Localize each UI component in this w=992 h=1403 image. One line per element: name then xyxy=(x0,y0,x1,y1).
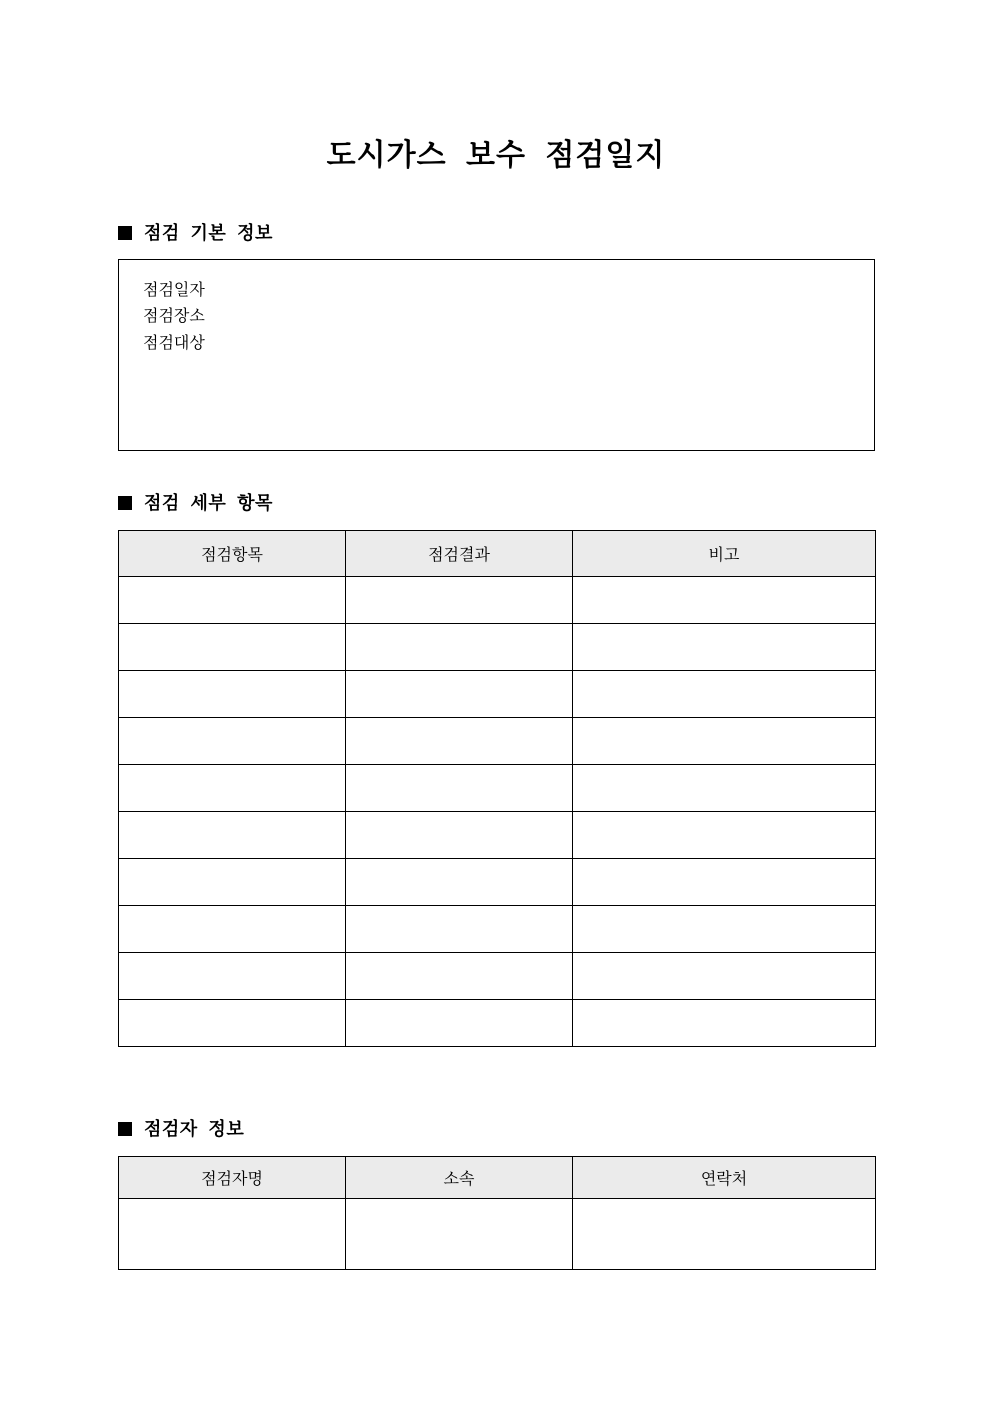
remarks-cell[interactable] xyxy=(573,859,876,906)
basic-info-heading xyxy=(118,222,273,246)
result-cell[interactable] xyxy=(346,906,573,953)
remarks-cell[interactable] xyxy=(573,906,876,953)
column-header-item: 점검항목 xyxy=(119,531,346,577)
result-cell[interactable] xyxy=(346,859,573,906)
contact-cell[interactable] xyxy=(573,1199,876,1270)
inspector-heading-text: 점검자 정보 xyxy=(144,1119,245,1140)
item-cell[interactable] xyxy=(119,953,346,1000)
inspector-info-table xyxy=(118,1156,876,1270)
table-row xyxy=(119,671,876,718)
item-cell[interactable] xyxy=(119,624,346,671)
detail-items-table xyxy=(118,530,876,1047)
item-cell[interactable] xyxy=(119,812,346,859)
column-header-result: 점검결과 xyxy=(346,531,573,577)
affiliation-cell[interactable] xyxy=(346,1199,573,1270)
table-row xyxy=(119,859,876,906)
table-row xyxy=(119,577,876,624)
item-cell[interactable] xyxy=(119,577,346,624)
result-cell[interactable] xyxy=(346,765,573,812)
inspector-heading xyxy=(118,1118,244,1142)
item-cell[interactable] xyxy=(119,859,346,906)
table-row xyxy=(119,624,876,671)
column-header-affiliation: 소속 xyxy=(346,1157,573,1199)
table-row xyxy=(119,906,876,953)
basic-info-box[interactable] xyxy=(118,259,875,451)
remarks-cell[interactable] xyxy=(573,953,876,1000)
details-heading-text: 점검 세부 항목 xyxy=(144,493,273,514)
result-cell[interactable] xyxy=(346,718,573,765)
table-row xyxy=(119,1199,876,1270)
inspection-date-label: 점검일자 xyxy=(143,280,205,299)
remarks-cell[interactable] xyxy=(573,671,876,718)
inspection-place-label: 점검장소 xyxy=(143,306,205,325)
inspector-name-cell[interactable] xyxy=(119,1199,346,1270)
table-row xyxy=(119,953,876,1000)
inspection-target-label: 점검대상 xyxy=(143,333,205,352)
result-cell[interactable] xyxy=(346,624,573,671)
details-heading xyxy=(118,492,273,516)
column-header-remarks: 비고 xyxy=(573,531,876,577)
result-cell[interactable] xyxy=(346,1000,573,1047)
square-bullet-icon xyxy=(118,1122,132,1136)
table-row xyxy=(119,812,876,859)
square-bullet-icon xyxy=(118,496,132,510)
result-cell[interactable] xyxy=(346,671,573,718)
table-header-row xyxy=(119,1157,876,1199)
remarks-cell[interactable] xyxy=(573,577,876,624)
item-cell[interactable] xyxy=(119,906,346,953)
square-bullet-icon xyxy=(118,226,132,240)
remarks-cell[interactable] xyxy=(573,765,876,812)
result-cell[interactable] xyxy=(346,953,573,1000)
document-title: 도시가스 보수 점검일지 xyxy=(326,138,666,173)
basic-info-heading-text: 점검 기본 정보 xyxy=(144,223,273,244)
table-row xyxy=(119,718,876,765)
remarks-cell[interactable] xyxy=(573,1000,876,1047)
table-row xyxy=(119,765,876,812)
item-cell[interactable] xyxy=(119,765,346,812)
table-row xyxy=(119,1000,876,1047)
result-cell[interactable] xyxy=(346,577,573,624)
table-header-row xyxy=(119,531,876,577)
item-cell[interactable] xyxy=(119,718,346,765)
remarks-cell[interactable] xyxy=(573,718,876,765)
column-header-contact: 연락처 xyxy=(573,1157,876,1199)
item-cell[interactable] xyxy=(119,671,346,718)
remarks-cell[interactable] xyxy=(573,812,876,859)
column-header-inspector-name: 점검자명 xyxy=(119,1157,346,1199)
remarks-cell[interactable] xyxy=(573,624,876,671)
result-cell[interactable] xyxy=(346,812,573,859)
item-cell[interactable] xyxy=(119,1000,346,1047)
detail-items-body xyxy=(119,577,876,1047)
